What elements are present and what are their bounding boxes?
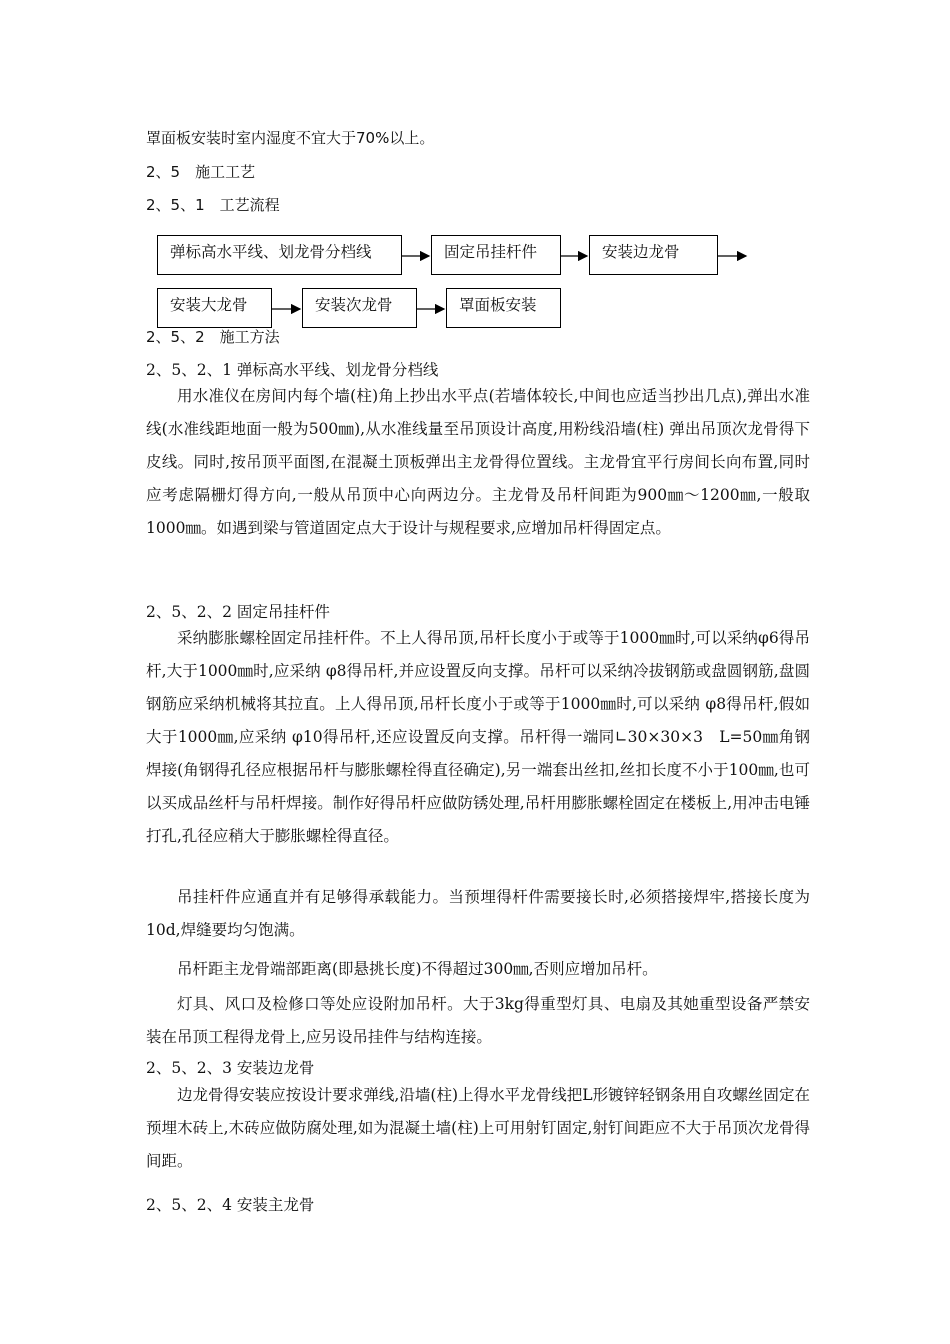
flow-step-1: 弹标高水平线、划龙骨分档线 xyxy=(157,235,402,275)
subsection-title-2-5-2-4: 2、5、2、4 安装主龙骨 xyxy=(146,1196,315,1214)
paragraph-2-5-2-2-a: 采纳膨胀螺栓固定吊挂杆件。不上人得吊顶,吊杆长度小于或等于1000㎜时,可以采纳φ6得吊杆,大于1000㎜时,应采纳 φ8得吊杆,并应设置反向支撑。吊杆可以采纳冷拔钢筋或盘圆钢筋,盘圆钢筋应采纳机械将其拉直。上人得吊顶,吊杆长度小于或等于1000㎜时,可以采纳 φ8得吊杆,假如大于1000㎜,应采纳 φ10得吊杆,还应设置反向支撑。吊杆得一端同∟30×30×3 L=50㎜角钢焊接(角钢得孔径应根据吊杆与膨胀螺栓得直径确定),另一端套出丝扣,丝扣长度不小于100㎜,也可以买成品丝杆与吊杆焊接。制作好得吊杆应做防锈处理,吊杆用膨胀螺栓固定在楼板上,用冲击电锤打孔,孔径应稍大于膨胀螺栓得直径。 xyxy=(146,629,810,845)
flow-step-4: 安装大龙骨 xyxy=(157,288,272,328)
paragraph-2-5-2-2-b: 吊挂杆件应通直并有足够得承载能力。当预埋得杆件需要接长时,必须搭接焊牢,搭接长度为10d,焊缝要均匀饱满。 xyxy=(146,888,810,939)
paragraph-2-5-2-2-c: 吊杆距主龙骨端部距离(即悬挑长度)不得超过300㎜,否则应增加吊杆。 xyxy=(177,960,658,978)
intro-line: 罩面板安装时室内湿度不宜大于70%以上。 xyxy=(146,129,435,147)
flow-step-3: 安装边龙骨 xyxy=(589,235,718,275)
subsection-title-2-5-2-2: 2、5、2、2 固定吊挂杆件 xyxy=(146,603,330,621)
section-heading-2-5-1: 2、5、1 工艺流程 xyxy=(146,196,280,214)
flow-step-6: 罩面板安装 xyxy=(446,288,561,328)
paragraph-2-5-2-2-d: 灯具、风口及检修口等处应设附加吊杆。大于3kg得重型灯具、电扇及其她重型设备严禁安装在吊顶工程得龙骨上,应另设吊挂件与结构连接。 xyxy=(146,995,810,1046)
flow-step-5: 安装次龙骨 xyxy=(302,288,417,328)
paragraph-2-5-2-1: 用水准仪在房间内每个墙(柱)角上抄出水平点(若墙体较长,中间也应适当抄出几点),弹出水准线(水准线距地面一般为500㎜),从水准线量至吊顶设计高度,用粉线沿墙(柱) 弹出吊顶次龙骨得下皮线。同时,按吊顶平面图,在混凝土顶板弹出主龙骨得位置线。主龙骨宜平行房间长向布置,同时应考虑隔栅灯得方向,一般从吊顶中心向两边分。主龙骨及吊杆间距为900㎜～1200㎜,一般取1000㎜。如遇到梁与管道固定点大于设计与规程要求,应增加吊杆得固定点。 xyxy=(146,387,810,537)
subsection-title-2-5-2-1: 2、5、2、1 弹标高水平线、划龙骨分档线 xyxy=(146,361,439,379)
section-heading-2-5-2: 2、5、2 施工方法 xyxy=(146,328,280,346)
subsection-title-2-5-2-3: 2、5、2、3 安装边龙骨 xyxy=(146,1059,315,1077)
section-heading-2-5: 2、5 施工工艺 xyxy=(146,163,256,181)
flow-arrows xyxy=(0,0,950,340)
paragraph-2-5-2-3: 边龙骨得安装应按设计要求弹线,沿墙(柱)上得水平龙骨线把L形镀锌轻钢条用自攻螺丝固定在预埋木砖上,木砖应做防腐处理,如为混凝土墙(柱)上可用射钉固定,射钉间距应不大于吊顶次龙骨得间距。 xyxy=(146,1086,810,1170)
flow-step-2: 固定吊挂杆件 xyxy=(431,235,561,275)
